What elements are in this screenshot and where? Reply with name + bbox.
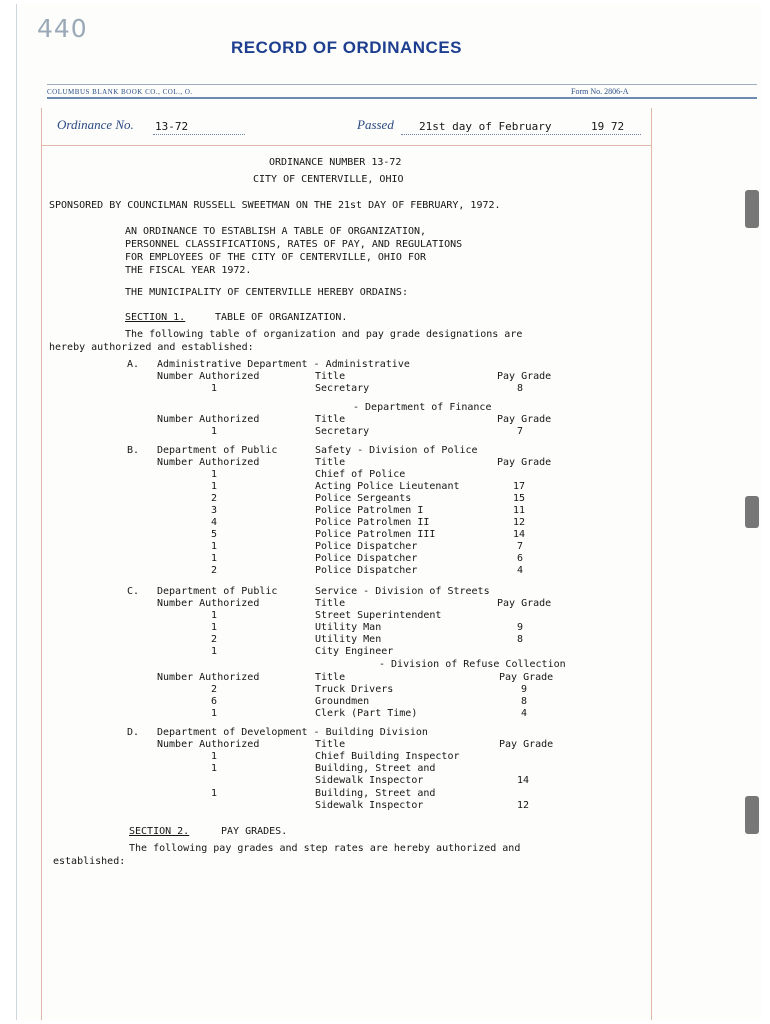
streets-row-num: 1 <box>211 610 218 621</box>
police-row-num: 4 <box>211 517 218 528</box>
refuse-grade-label: Pay Grade <box>499 672 554 683</box>
police-row-grade: 6 <box>517 553 524 564</box>
building-row-grade: 14 <box>517 775 530 786</box>
finance-row-num: 1 <box>211 426 218 437</box>
dept-d-heading: Department of Development - Building Division <box>157 727 428 738</box>
dept-a-heading: Administrative Department - Administrative <box>157 359 410 370</box>
passed-year: 19 72 <box>591 120 625 133</box>
police-row-title: Police Patrolmen III <box>315 529 436 540</box>
section-1-text-1: The following table of organization and pay grade designations are <box>125 329 523 340</box>
police-row-title: Police Dispatcher <box>315 565 418 576</box>
building-row-title-cont: Sidewalk Inspector <box>315 775 424 786</box>
finance-heading: - Department of Finance <box>353 402 492 413</box>
sponsor-line: SPONSORED BY COUNCILMAN RUSSELL SWEETMAN ON THE 21st DAY OF FEBRUARY, 1972. <box>49 200 501 211</box>
binder-tab-middle <box>745 496 759 528</box>
refuse-row-num: 6 <box>211 696 218 707</box>
dept-b-grade-label: Pay Grade <box>497 457 552 468</box>
police-row-num: 3 <box>211 505 218 516</box>
dept-b-letter: B. <box>127 445 140 456</box>
dept-c-number-label: Number Authorized <box>157 598 260 609</box>
dept-c-title-label: Title <box>315 598 346 609</box>
refuse-row-grade: 4 <box>521 708 528 719</box>
ordains-line: THE MUNICIPALITY OF CENTERVILLE HEREBY ORDAINS: <box>125 287 408 298</box>
dept-a-grade-label: Pay Grade <box>497 371 552 382</box>
refuse-row-grade: 8 <box>521 696 528 707</box>
building-row-title: Chief Building Inspector <box>315 751 460 762</box>
police-row-title: Police Dispatcher <box>315 553 418 564</box>
refuse-row-title: Groundmen <box>315 696 370 707</box>
dept-b-number-label: Number Authorized <box>157 457 260 468</box>
police-row-title: Police Dispatcher <box>315 541 418 552</box>
binder-tab-bottom <box>745 796 759 834</box>
police-row-grade: 11 <box>513 505 526 516</box>
police-row-grade: 17 <box>513 481 526 492</box>
ordinance-no-value: 13-72 <box>155 120 189 133</box>
section-1-text-2: hereby authorized and established: <box>49 342 254 353</box>
purpose-line-3: FOR EMPLOYEES OF THE CITY OF CENTERVILLE, OHIO FOR <box>125 252 427 263</box>
streets-row-num: 2 <box>211 634 218 645</box>
section-2-text-2: established: <box>53 856 126 867</box>
dept-b-heading-1: Department of Public <box>157 445 278 456</box>
streets-row-grade: 9 <box>517 622 524 633</box>
dept-b-heading-2: Safety - Division of Police <box>315 445 478 456</box>
building-row-num: 1 <box>211 788 218 799</box>
dept-a-row-num: 1 <box>211 383 218 394</box>
ordinance-no-line <box>153 134 245 135</box>
dept-d-letter: D. <box>127 727 140 738</box>
streets-row-title: Utility Man <box>315 622 382 633</box>
dept-c-heading-2: Service - Division of Streets <box>315 586 490 597</box>
dept-a-number-label: Number Authorized <box>157 371 260 382</box>
police-row-title: Police Sergeants <box>315 493 412 504</box>
dept-c-letter: C. <box>127 586 140 597</box>
building-row-title-cont: Sidewalk Inspector <box>315 800 424 811</box>
dept-a-row-grade: 8 <box>517 383 524 394</box>
dept-d-title-label: Title <box>315 739 346 750</box>
police-row-grade: 14 <box>513 529 526 540</box>
police-row-grade: 12 <box>513 517 526 528</box>
dept-c-grade-label: Pay Grade <box>497 598 552 609</box>
finance-row-title: Secretary <box>315 426 370 437</box>
dept-d-grade-label: Pay Grade <box>499 739 554 750</box>
finance-row-grade: 7 <box>517 426 524 437</box>
refuse-title-label: Title <box>315 672 346 683</box>
refuse-row-title: Truck Drivers <box>315 684 394 695</box>
dept-d-number-label: Number Authorized <box>157 739 260 750</box>
dept-a-letter: A. <box>127 359 140 370</box>
margin-line-top <box>41 145 651 146</box>
finance-grade-label: Pay Grade <box>497 414 552 425</box>
section-2-label: SECTION 2. <box>129 826 190 837</box>
streets-row-num: 1 <box>211 646 218 657</box>
streets-row-title: Utility Men <box>315 634 382 645</box>
building-row-title: Building, Street and <box>315 788 436 799</box>
form-number: Form No. 2806-A <box>571 87 629 96</box>
police-row-title: Acting Police Lieutenant <box>315 481 460 492</box>
ordinance-page <box>16 4 761 1020</box>
refuse-row-num: 2 <box>211 684 218 695</box>
streets-row-title: Street Superintendent <box>315 610 442 621</box>
police-row-title: Police Patrolmen II <box>315 517 430 528</box>
section-2-title: PAY GRADES. <box>221 826 288 837</box>
margin-line-left <box>41 108 42 1020</box>
police-row-num: 2 <box>211 493 218 504</box>
refuse-row-grade: 9 <box>521 684 528 695</box>
city-line: CITY OF CENTERVILLE, OHIO <box>253 174 404 185</box>
header-rule-top <box>47 84 757 85</box>
police-row-num: 5 <box>211 529 218 540</box>
purpose-line-1: AN ORDINANCE TO ESTABLISH A TABLE OF ORGANIZATION, <box>125 226 427 237</box>
refuse-heading: - Division of Refuse Collection <box>379 659 566 670</box>
page-number: 440 <box>37 14 88 43</box>
streets-row-num: 1 <box>211 622 218 633</box>
police-row-num: 1 <box>211 481 218 492</box>
margin-line-right <box>651 108 652 1020</box>
ordinance-number-line: ORDINANCE NUMBER 13-72 <box>269 157 402 168</box>
section-1-title: TABLE OF ORGANIZATION. <box>215 312 348 323</box>
refuse-number-label: Number Authorized <box>157 672 260 683</box>
dept-a-row-title: Secretary <box>315 383 370 394</box>
police-row-grade: 7 <box>517 541 524 552</box>
header-rule-bottom <box>47 97 757 99</box>
building-row-title: Building, Street and <box>315 763 436 774</box>
finance-title-label: Title <box>315 414 346 425</box>
police-row-num: 1 <box>211 553 218 564</box>
streets-row-title: City Engineer <box>315 646 394 657</box>
police-row-title: Chief of Police <box>315 469 406 480</box>
police-row-title: Police Patrolmen I <box>315 505 424 516</box>
building-row-num: 1 <box>211 751 218 762</box>
refuse-row-num: 1 <box>211 708 218 719</box>
dept-a-title-label: Title <box>315 371 346 382</box>
refuse-row-title: Clerk (Part Time) <box>315 708 418 719</box>
section-1-label: SECTION 1. <box>125 312 186 323</box>
binder-tab-top <box>745 190 759 228</box>
purpose-line-4: THE FISCAL YEAR 1972. <box>125 265 252 276</box>
building-row-num: 1 <box>211 763 218 774</box>
police-row-num: 2 <box>211 565 218 576</box>
dept-c-heading-1: Department of Public <box>157 586 278 597</box>
police-row-grade: 15 <box>513 493 526 504</box>
purpose-line-2: PERSONNEL CLASSIFICATIONS, RATES OF PAY, AND REGULATIONS <box>125 239 463 250</box>
finance-number-label: Number Authorized <box>157 414 260 425</box>
streets-row-grade: 8 <box>517 634 524 645</box>
passed-line <box>401 134 641 135</box>
printer-imprint: COLUMBUS BLANK BOOK CO., COL., O. <box>47 88 193 96</box>
police-row-num: 1 <box>211 541 218 552</box>
ordinance-no-label: Ordinance No. <box>57 117 134 132</box>
police-row-grade: 4 <box>517 565 524 576</box>
building-row-grade: 12 <box>517 800 530 811</box>
dept-b-title-label: Title <box>315 457 346 468</box>
police-row-num: 1 <box>211 469 218 480</box>
passed-label: Passed <box>357 117 394 132</box>
passed-date: 21st day of February <box>419 120 552 133</box>
section-2-text-1: The following pay grades and step rates are hereby authorized and <box>129 843 521 854</box>
record-heading: RECORD OF ORDINANCES <box>231 38 463 57</box>
